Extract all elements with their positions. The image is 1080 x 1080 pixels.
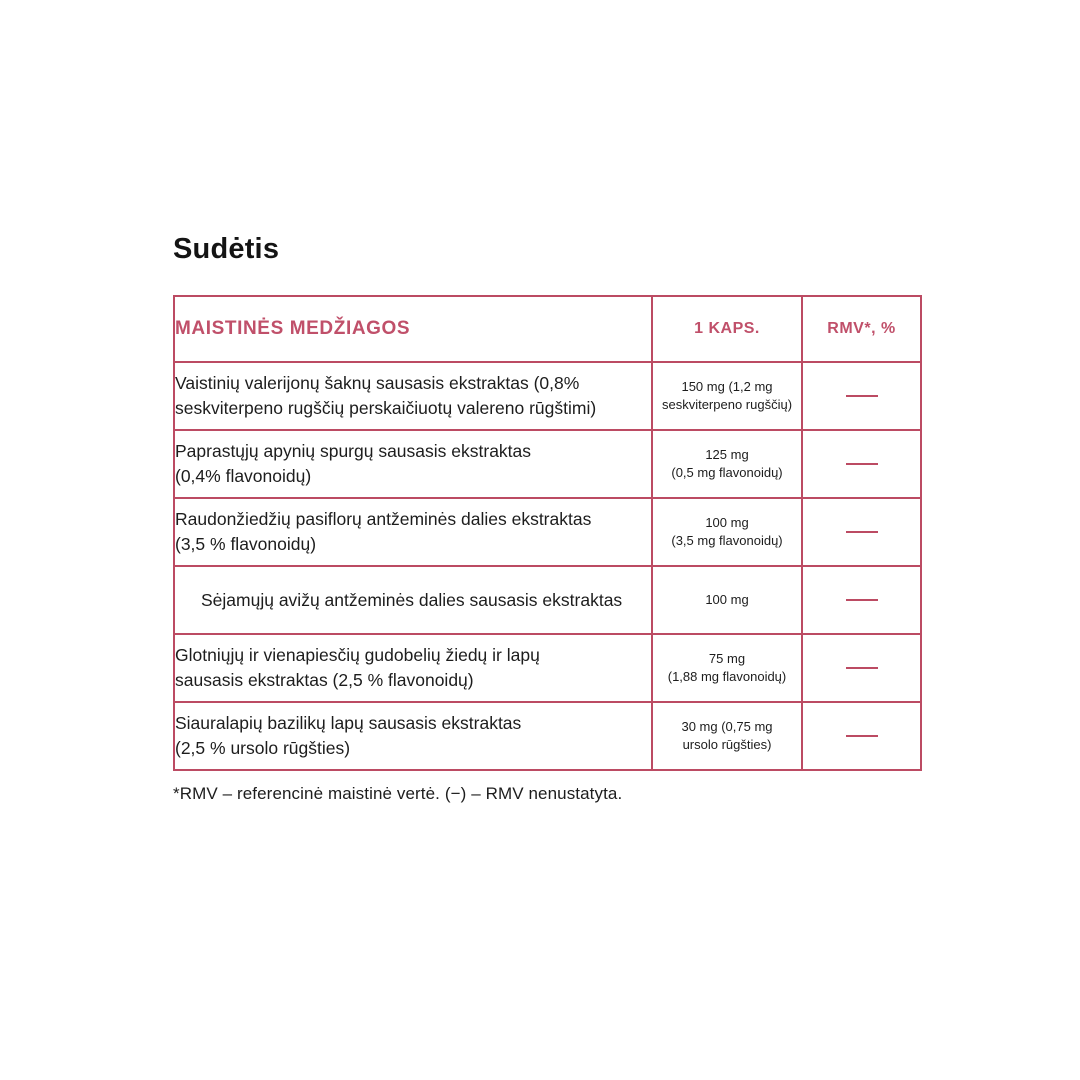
table-header-row	[174, 296, 921, 362]
ingredient-name-line1: Vaistinių valerijonų šaknų sausasis ekstraktas (0,8%	[175, 373, 580, 394]
ingredient-amount-cell	[652, 634, 802, 702]
ingredient-amount-cell	[652, 362, 802, 430]
ingredient-name-line1: Sėjamųjų avižų antžeminės dalies sausasis ekstraktas	[201, 589, 623, 610]
ingredient-name-line2: (0,4% flavonoidų)	[175, 466, 312, 486]
ingredient-name-line1: Siauralapių bazilikų lapų sausasis ekstraktas	[175, 713, 522, 734]
ingredient-name-line2: seskviterpeno rugščių perskaičiuotų valereno rūgštimi)	[175, 398, 597, 418]
ingredient-name-line1: Paprastųjų apynių spurgų sausasis ekstraktas	[175, 441, 532, 462]
rmv-not-established-dash-icon	[846, 531, 878, 533]
ingredient-amount-line2: (0,5 mg flavonoidų)	[671, 465, 783, 480]
rmv-not-established-dash-icon	[846, 395, 878, 397]
table-row	[174, 566, 921, 634]
ingredient-amount-cell	[652, 430, 802, 498]
ingredient-rmv-cell	[802, 430, 921, 498]
rmv-not-established-dash-icon	[846, 735, 878, 737]
table-row	[174, 362, 921, 430]
table-row	[174, 430, 921, 498]
ingredient-rmv-cell	[802, 634, 921, 702]
column-header-rmv: RMV*, %	[802, 296, 921, 362]
ingredient-amount-cell	[652, 566, 802, 634]
ingredient-amount-line2: seskviterpeno rugščių)	[661, 397, 793, 412]
table-footnote: *RMV – referencinė maistinė vertė. (−) – RMV nenustatyta.	[173, 784, 623, 803]
page-title: Sudėtis	[173, 233, 280, 265]
column-header-nutrients: MAISTINĖS MEDŽIAGOS	[174, 296, 652, 362]
ingredient-name-line1: Raudonžiedžių pasiflorų antžeminės dalies ekstraktas	[175, 509, 592, 530]
ingredient-amount-cell	[652, 498, 802, 566]
ingredient-name-line1: Glotniųjų ir vienapiesčių gudobelių žiedų ir lapų	[175, 645, 540, 666]
ingredient-name-line2: (3,5 % flavonoidų)	[175, 534, 317, 554]
table-row	[174, 634, 921, 702]
ingredient-rmv-cell	[802, 702, 921, 770]
ingredient-amount-line1: 30 mg (0,75 mg	[681, 719, 773, 735]
ingredient-amount-line2: (3,5 mg flavonoidų)	[671, 533, 783, 548]
rmv-not-established-dash-icon	[846, 463, 878, 465]
ingredient-amount-line1: 100 mg	[705, 592, 749, 608]
ingredient-amount-line2: ursolo rūgšties)	[682, 737, 772, 752]
ingredient-amount-line1: 150 mg (1,2 mg	[681, 379, 773, 395]
ingredient-rmv-cell	[802, 498, 921, 566]
nutrition-table	[173, 295, 922, 771]
ingredient-name-cell	[174, 362, 652, 430]
ingredient-rmv-cell	[802, 566, 921, 634]
ingredient-name-line2: (2,5 % ursolo rūgšties)	[175, 738, 351, 758]
ingredient-amount-line2: (1,88 mg flavonoidų)	[667, 669, 787, 684]
table-row	[174, 498, 921, 566]
ingredient-name-cell	[174, 430, 652, 498]
ingredient-amount-line1: 125 mg	[705, 447, 749, 463]
rmv-not-established-dash-icon	[846, 599, 878, 601]
ingredient-name-cell	[174, 498, 652, 566]
ingredient-amount-line1: 100 mg	[705, 515, 749, 531]
ingredient-amount-cell	[652, 702, 802, 770]
table-row	[174, 702, 921, 770]
ingredient-name-cell	[174, 566, 652, 634]
ingredient-rmv-cell	[802, 362, 921, 430]
column-header-per-capsule: 1 KAPS.	[652, 296, 802, 362]
ingredient-name-cell	[174, 634, 652, 702]
rmv-not-established-dash-icon	[846, 667, 878, 669]
ingredient-name-cell	[174, 702, 652, 770]
ingredient-amount-line1: 75 mg	[708, 651, 746, 667]
ingredient-name-line2: sausasis ekstraktas (2,5 % flavonoidų)	[175, 670, 474, 690]
table-body	[174, 362, 921, 770]
